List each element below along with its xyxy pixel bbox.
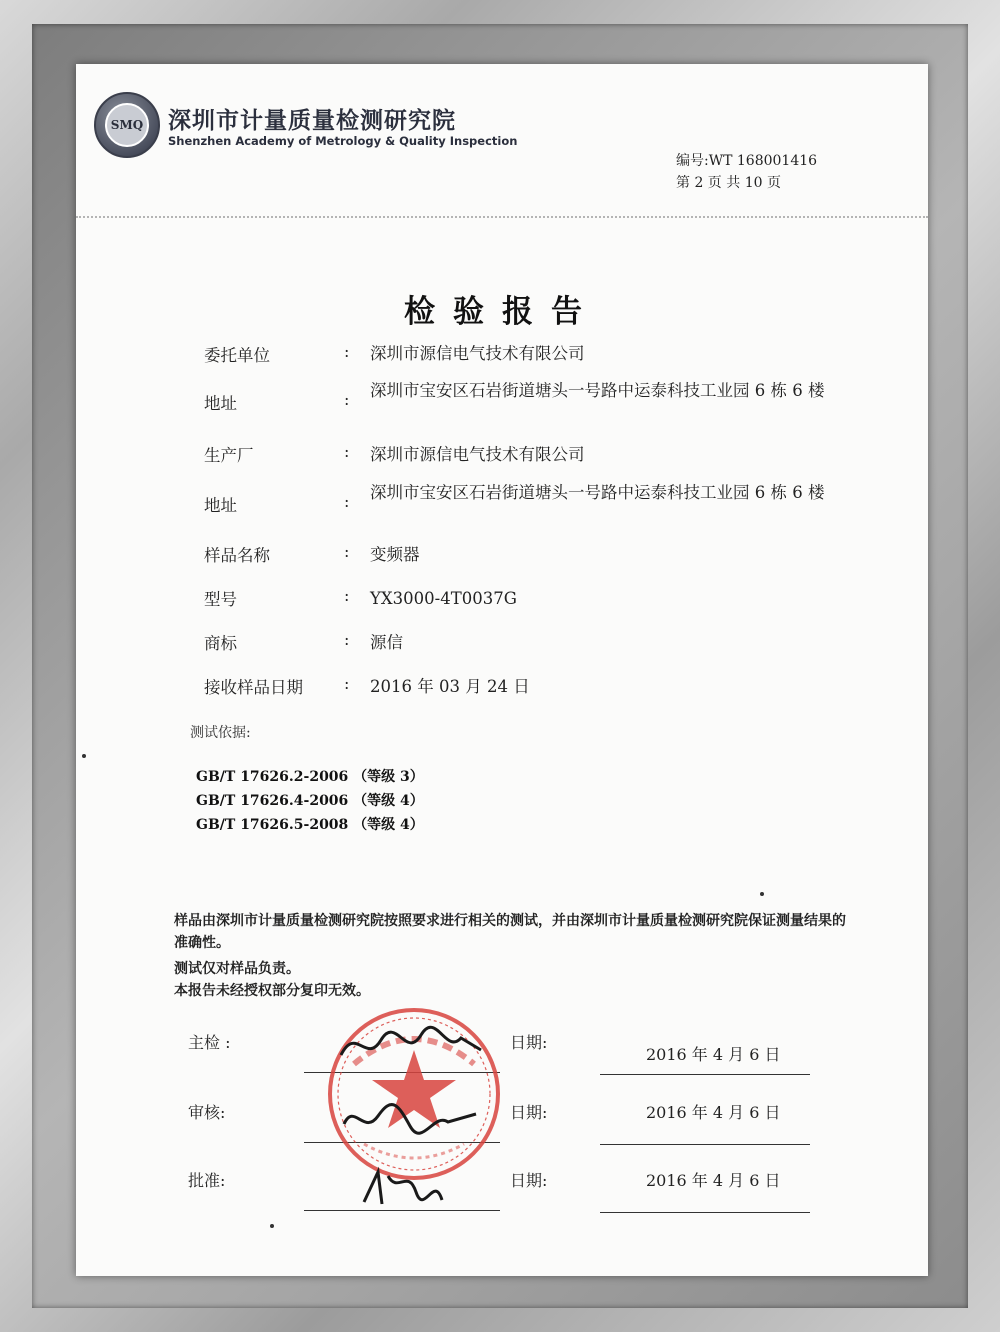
- smq-logo-text: SMQ: [105, 103, 149, 147]
- signoff-role-reviewer: 审核:: [188, 1103, 226, 1122]
- signoff-date-inspector: 2016 年 4 月 6 日: [646, 1045, 781, 1064]
- signoff-date-label: 日期:: [510, 1171, 548, 1190]
- report-page: [76, 64, 928, 1276]
- field-value-received-date: 2016 年 03 月 24 日: [370, 677, 530, 696]
- field-label-manufacturer: 生产厂: [204, 446, 254, 465]
- page-info: 第 2 页 共 10 页: [676, 175, 781, 191]
- field-colon: :: [344, 542, 350, 561]
- signature-approver: [358, 1164, 448, 1210]
- statement-sample-only: 测试仅对样品负责。: [174, 961, 300, 977]
- field-colon: :: [344, 586, 350, 605]
- date-line: [600, 1144, 810, 1145]
- field-label-manufacturer-address: 地址: [204, 496, 237, 515]
- org-name-en: Shenzhen Academy of Metrology & Quality Inspection: [168, 134, 518, 148]
- field-label-sample-name: 样品名称: [204, 546, 270, 565]
- scan-speck: [270, 1224, 274, 1228]
- signoff-date-label: 日期:: [510, 1033, 548, 1052]
- field-colon: :: [344, 390, 350, 409]
- field-value-model: YX3000-4T0037G: [370, 589, 517, 608]
- field-value-address: 深圳市宝安区石岩街道塘头一号路中运泰科技工业园 6 栋 6 楼: [370, 381, 825, 400]
- field-value-client: 深圳市源信电气技术有限公司: [370, 344, 585, 363]
- field-colon: :: [344, 442, 350, 461]
- field-colon: :: [344, 630, 350, 649]
- field-value-manufacturer: 深圳市源信电气技术有限公司: [370, 445, 585, 464]
- smq-logo: [94, 92, 160, 158]
- scan-speck: [760, 892, 764, 896]
- signoff-date-label: 日期:: [510, 1103, 548, 1122]
- date-line: [600, 1212, 810, 1213]
- statement-accuracy: 样品由深圳市计量质量检测研究院按照要求进行相关的测试，并由深圳市计量质量检测研究院保证测量结果的准确性。: [174, 913, 846, 951]
- test-basis-label: 测试依据:: [190, 725, 251, 741]
- report-title: 检验报告: [404, 294, 600, 330]
- scan-speck: [82, 754, 86, 758]
- signature-reviewer: [336, 1094, 486, 1144]
- field-colon: :: [344, 342, 350, 361]
- field-label-model: 型号: [204, 590, 237, 609]
- field-label-address: 地址: [204, 394, 237, 413]
- standard-line: GB/T 17626.4-2006 （等级 4）: [196, 793, 424, 809]
- field-value-trademark: 源信: [370, 633, 403, 652]
- field-label-client: 委托单位: [204, 346, 270, 365]
- standard-line: GB/T 17626.5-2008 （等级 4）: [196, 817, 424, 833]
- field-colon: :: [344, 674, 350, 693]
- field-label-trademark: 商标: [204, 634, 237, 653]
- header-divider: [76, 216, 928, 218]
- field-colon: :: [344, 492, 350, 511]
- statement-copy-invalid: 本报告未经授权部分复印无效。: [174, 983, 370, 999]
- signature-inspector: [336, 1020, 486, 1070]
- signoff-date-approver: 2016 年 4 月 6 日: [646, 1171, 781, 1190]
- org-name-cn: 深圳市计量质量检测研究院: [168, 108, 456, 134]
- signoff-date-reviewer: 2016 年 4 月 6 日: [646, 1103, 781, 1122]
- standard-line: GB/T 17626.2-2006 （等级 3）: [196, 769, 424, 785]
- report-number: 编号:WT 168001416: [676, 153, 818, 169]
- signature-line: [304, 1210, 500, 1211]
- field-value-sample-name: 变频器: [370, 545, 420, 564]
- signoff-role-approver: 批准:: [188, 1171, 226, 1190]
- field-label-received-date: 接收样品日期: [204, 678, 303, 697]
- field-value-manufacturer-address: 深圳市宝安区石岩街道塘头一号路中运泰科技工业园 6 栋 6 楼: [370, 483, 825, 502]
- date-line: [600, 1074, 810, 1075]
- signoff-role-inspector: 主检 :: [188, 1033, 231, 1052]
